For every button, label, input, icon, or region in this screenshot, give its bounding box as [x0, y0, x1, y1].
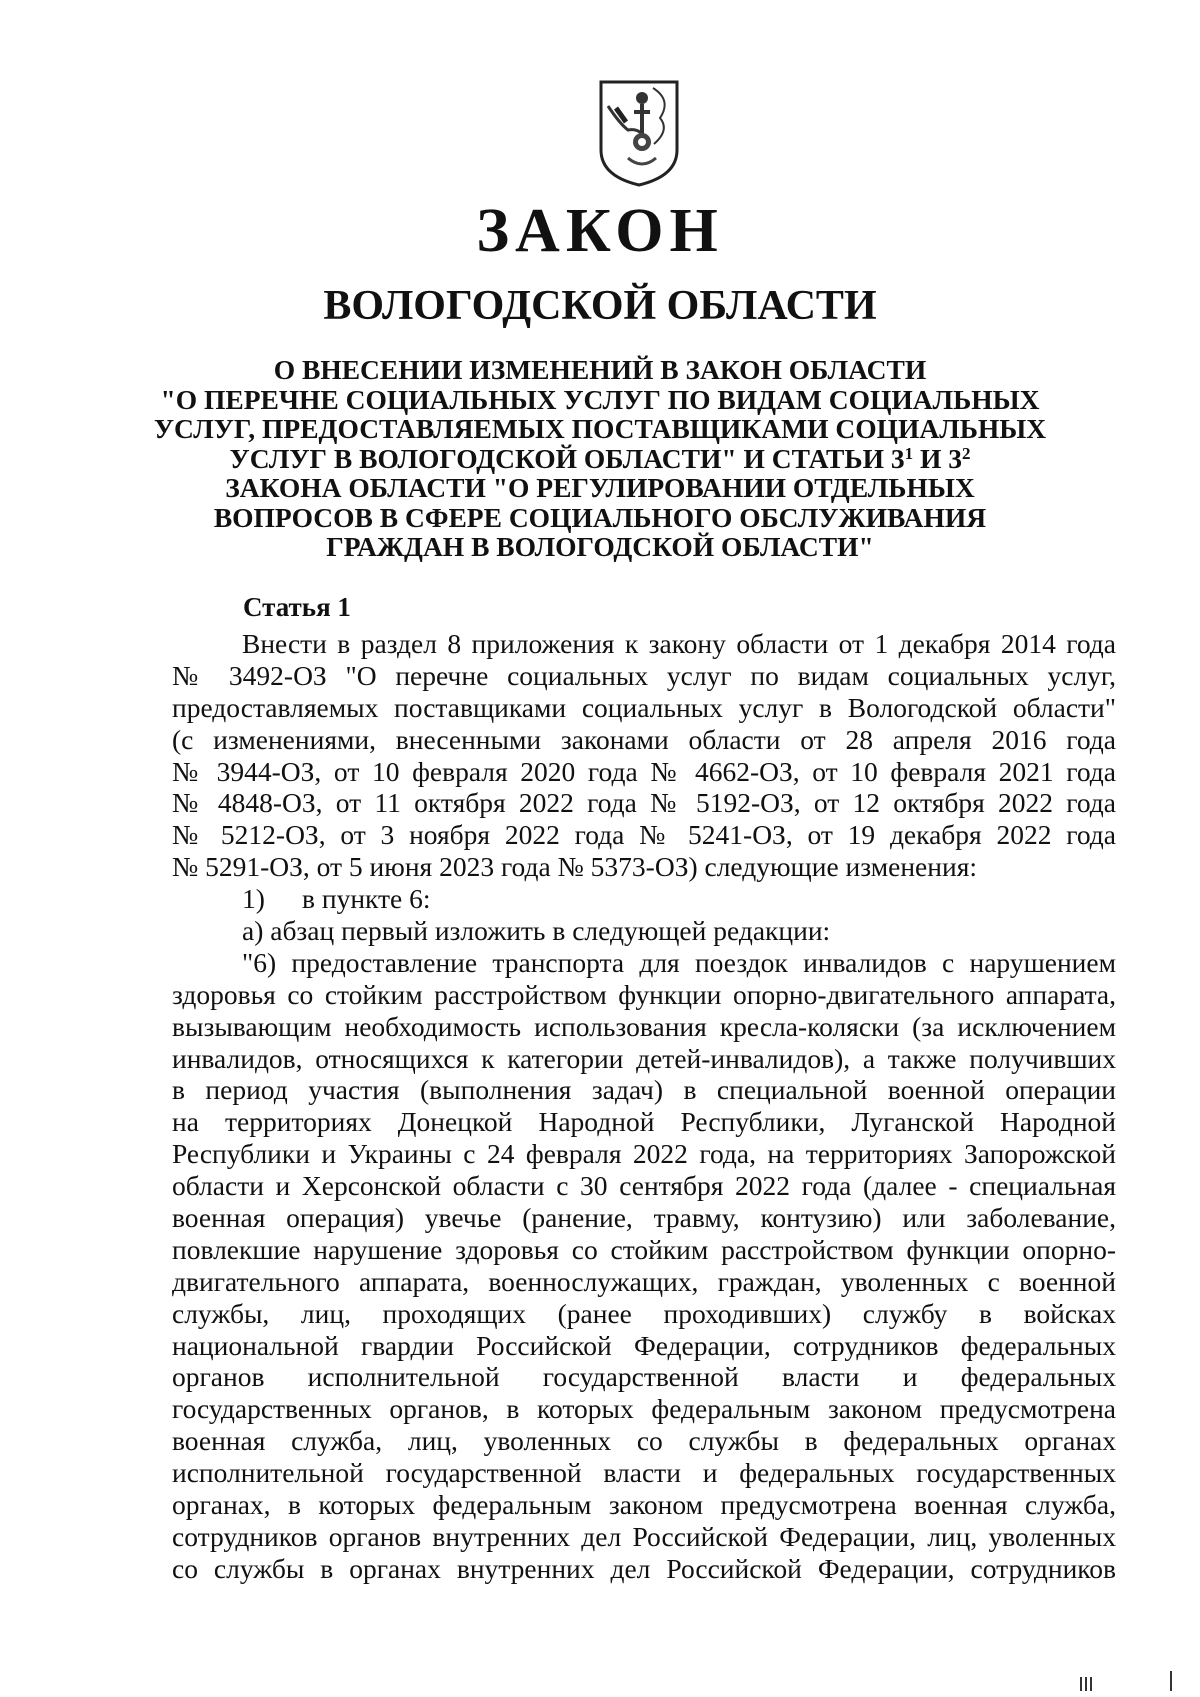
quote-line: здоровья со стойким расстройством функции опорно-двигательного аппарата, — [172, 978, 1116, 1010]
body-line: Внести в раздел 8 приложения к закону области от 1 декабря 2014 года — [242, 628, 1116, 659]
article-body — [172, 628, 1116, 1585]
item-text: в пункте 6: — [302, 883, 431, 915]
quote-line: инвалидов, относящихся к категории детей-инвалидов), а также получивших — [172, 1042, 1116, 1074]
region-title: ВОЛОГОДСКОЙ ОБЛАСТИ — [323, 283, 877, 329]
body-line: № 4848-ОЗ, от 11 октября 2022 года № 5192-ОЗ, от 12 октября 2022 года — [172, 787, 1116, 819]
item-number: 1) — [242, 883, 265, 915]
scan-artifact — [1090, 1677, 1092, 1691]
quote-line: со службы в органах внутренних дел Российской Федерации, сотрудников — [172, 1552, 1116, 1584]
list-item — [172, 883, 1116, 915]
subject-line: ВОПРОСОВ В СФЕРЕ СОЦИАЛЬНОГО ОБСЛУЖИВАНИЯ — [213, 501, 987, 533]
quote-line: двигательного аппарата, военнослужащих, граждан, уволенных с военной — [172, 1265, 1116, 1297]
quote-line: исполнительной государственной власти и федеральных государственных — [172, 1457, 1116, 1489]
quote-line: повлекшие нарушение здоровья со стойким расстройством функции опорно- — [172, 1233, 1116, 1265]
quote-line: военная операция) увечье (ранение, травму, контузию) или заболевание, — [172, 1202, 1116, 1234]
quote-line: "6) предоставление транспорта для поездок инвалидов с нарушением — [242, 946, 1116, 978]
quote-line: органах, в которых федеральным законом предусмотрена военная служба, — [172, 1489, 1116, 1521]
body-line: № 5212-ОЗ, от 3 ноября 2022 года № 5241-ОЗ, от 19 декабря 2022 года — [172, 819, 1116, 851]
quote-line: службы, лиц, проходящих (ранее проходивших) службу в войсках — [172, 1297, 1116, 1329]
subject-line: О ВНЕСЕНИИ ИЗМЕНЕНИЙ В ЗАКОН ОБЛАСТИ — [273, 354, 927, 385]
quote-line: в период участия (выполнения задач) в специальной военной операции — [172, 1074, 1116, 1106]
scan-artifact — [1085, 1677, 1087, 1691]
body-line: (с изменениями, внесенными законами области от 28 апреля 2016 года — [172, 723, 1116, 755]
quote-line: сотрудников органов внутренних дел Российской Федерации, лиц, уволенных — [172, 1520, 1116, 1552]
quote-line: области и Херсонской области с 30 сентября 2022 года (далее - специальная — [172, 1170, 1116, 1202]
quote-line: военная служба, лиц, уволенных со службы в федеральных органах — [172, 1425, 1116, 1457]
subject-line: ГРАЖДАН В ВОЛОГОДСКОЙ ОБЛАСТИ" — [326, 531, 874, 562]
quote-line: государственных органов, в которых федеральным законом предусмотрена — [172, 1393, 1116, 1425]
law-title: ЗАКОН — [476, 197, 724, 265]
scan-artifact — [1170, 1671, 1172, 1691]
quote-line: вызывающим необходимость использования кресла-коляски (за исключением — [172, 1010, 1116, 1042]
quote-line: национальной гвардии Российской Федерации, сотрудников федеральных — [172, 1329, 1116, 1361]
body-line: № 3944-ОЗ, от 10 февраля 2020 года № 4662-ОЗ, от 10 февраля 2021 года — [172, 755, 1116, 787]
vologda-coat-of-arms-icon — [598, 78, 680, 188]
quote-line: на территориях Донецкой Народной Республики, Луганской Народной — [172, 1106, 1116, 1138]
law-subject-heading — [140, 355, 1060, 562]
quote-line: органов исполнительной государственной власти и федеральных — [172, 1361, 1116, 1393]
body-line: № 5291-ОЗ, от 5 июня 2023 года № 5373-ОЗ) следующие изменения: — [172, 851, 977, 883]
article-heading: Статья 1 — [243, 592, 351, 622]
scan-artifact — [1080, 1677, 1082, 1691]
subject-line: УСЛУГ, ПРЕДОСТАВЛЯЕМЫХ ПОСТАВЩИКАМИ СОЦИАЛЬНЫХ — [153, 413, 1047, 444]
quote-line: Республики и Украины с 24 февраля 2022 года, на территориях Запорожской — [172, 1138, 1116, 1170]
subitem-line: а) абзац первый изложить в следующей редакции: — [242, 915, 831, 947]
body-line: № 3492-ОЗ "О перечне социальных услуг по видам социальных услуг, — [172, 659, 1116, 691]
subject-line: ЗАКОНА ОБЛАСТИ "О РЕГУЛИРОВАНИИ ОТДЕЛЬНЫХ — [225, 472, 975, 503]
body-line: предоставляемых поставщиками социальных услуг в Вологодской области" — [172, 691, 1116, 723]
subject-line: УСЛУГ В ВОЛОГОДСКОЙ ОБЛАСТИ" И СТАТЬИ $3^1$ И $3^2$ — [229, 442, 971, 474]
subject-line: "О ПЕРЕЧНЕ СОЦИАЛЬНЫХ УСЛУГ ПО ВИДАМ СОЦИАЛЬНЫХ — [160, 383, 1040, 415]
